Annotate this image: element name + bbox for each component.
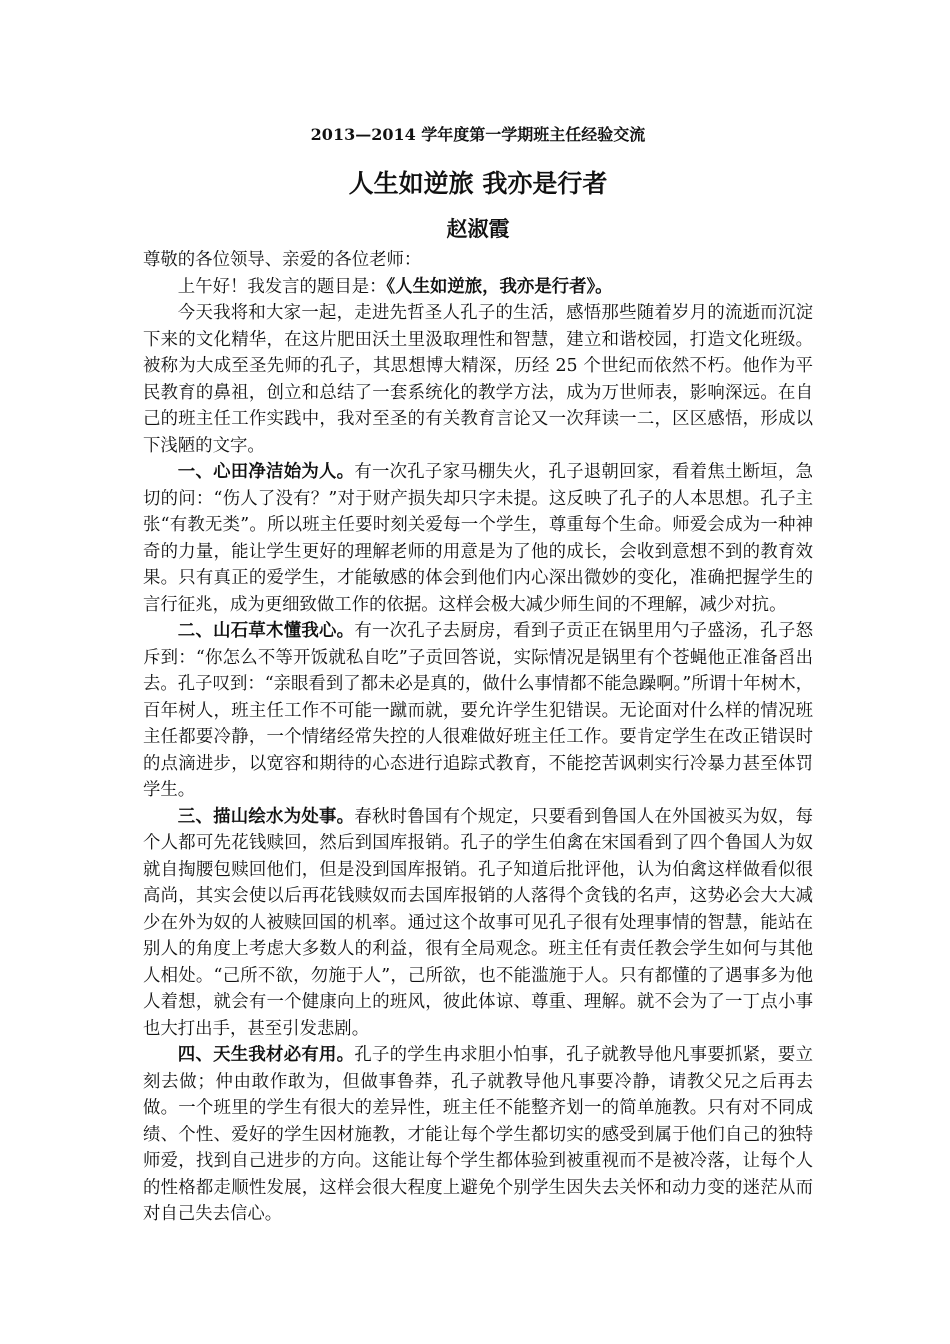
- section-body: 孔子的学生冉求胆小怕事，孔子就教导他凡事要抓紧，要立刻去做；仲由敢作敢为，但做事鲁莽，孔子就教导他凡事要冷静，请教父兄之后再去做。一个班里的学生有很大的差异性，班主任不能整齐划一的简单施教。只有对不同成绩、个性、爱好的学生因材施教，才能让每个学生都切实的感受到属于他们自己的独特师爱，找到自己进步的方向。这能让每个学生都体验到被重视而不是被冷落，让每个人的性格都走顺性发展，这样会很大程度上避免个别学生因失去关怀和动力变的迷茫从而对自己失去信心。: [143, 1045, 813, 1224]
- document-title: 人生如逆旅 我亦是行者: [348, 169, 608, 198]
- section-heading: 一、心田净洁始为人。: [177, 462, 355, 482]
- speech-topic: 《人生如逆旅，我亦是行者》。: [386, 276, 613, 297]
- section-paragraph-1: [143, 459, 813, 618]
- author-name: 赵淑霞: [446, 216, 510, 241]
- section-body: 有一次孔子家马棚失火，孔子退朝回家，看着焦土断垣，急切的问：“伤人了没有？”对于财产损失却只字未提。这反映了孔子的人本思想。孔子主张“有教无类”。所以班主任要时刻关爱每一个学生，尊重每个生命。师爱会成为一种神奇的力量，能让学生更好的理解老师的用意是为了他的成长，会收到意想不到的教育效果。只有真正的爱学生，才能敏感的体会到他们内心深出微妙的变化，准确把握学生的言行征兆，成为更细致做工作的依据。这样会极大减少师生间的不理解，减少对抗。: [143, 462, 813, 615]
- section-body: 春秋时鲁国有个规定，只要看到鲁国人在外国被买为奴，每个人都可先花钱赎回，然后到国库报销。孔子的学生伯禽在宋国看到了四个鲁国人为奴就自掏腰包赎回他们，但是没到国库报销。孔子知道后批评他，认为伯禽这样做看似很高尚，其实会使以后再花钱赎奴而去国库报销的人落得个贪钱的名声，这势必会大大减少在外为奴的人被赎回国的机率。通过这个故事可见孔子很有处理事情的智慧，能站在别人的角度上考虑大多数人的利益，很有全局观念。班主任有责任教会学生如何与其他人相处。“己所不欲，勿施于人”，己所欲，也不能滥施于人。只有都懂的了遇事多为他人着想，就会有一个健康向上的班风，彼此体谅、尊重、理解。就不会为了一丁点小事也大打出手，甚至引发悲剧。: [143, 806, 813, 1039]
- section-paragraph-4: [143, 1042, 813, 1228]
- section-paragraph-3: [143, 804, 813, 1043]
- document-page: [143, 124, 813, 1228]
- section-heading: 三、描山绘水为处事。: [177, 806, 355, 827]
- salutation: 尊敬的各位领导、亲爱的各位老师：: [143, 250, 422, 270]
- greeting-paragraph: [143, 274, 813, 301]
- section-heading: 二、山石草木懂我心。: [177, 621, 355, 641]
- greeting-text: 上午好！我发言的题目是：: [177, 276, 387, 297]
- section-paragraph-2: [143, 618, 813, 804]
- section-heading: 四、天生我材必有用。: [177, 1045, 355, 1065]
- document-header: 2013—2014 学年度第一学期班主任经验交流: [310, 125, 646, 144]
- section-body: 有一次孔子去厨房，看到子贡正在锅里用勺子盛汤，孔子怒斥到：“你怎么不等开饭就私自吃”子贡回答说，实际情况是锅里有个苍蝇他正准备舀出去。孔子叹到：“亲眼看到了都未必是真的，做什么事情都不能急躁啊。”所谓十年树木，百年树人，班主任工作不可能一蹴而就，要允许学生犯错误。无论面对什么样的情况班主任都要冷静，一个情绪经常失控的人很难做好班主任工作。要肯定学生在改正错误时的点滴进步，以宽容和期待的心态进行追踪式教育，不能挖苦讽刺实行冷暴力甚至体罚学生。: [143, 621, 813, 800]
- intro-paragraph: 今天我将和大家一起，走进先哲圣人孔子的生活，感悟那些随着岁月的流逝而沉淀下来的文化精华，在这片肥田沃土里汲取理性和智慧，建立和谐校园，打造文化班级。被称为大成至圣先师的孔子，其思想博大精深，历经 25 个世纪而依然不朽。他作为平民教育的鼻祖，创立和总结了一套系统化的教学方法，成为万世师表，影响深远。在自己的班主任工作实践中，我对至圣的有关教育言论又一次拜读一二，区区感悟，形成以下浅陋的文字。: [143, 303, 813, 456]
